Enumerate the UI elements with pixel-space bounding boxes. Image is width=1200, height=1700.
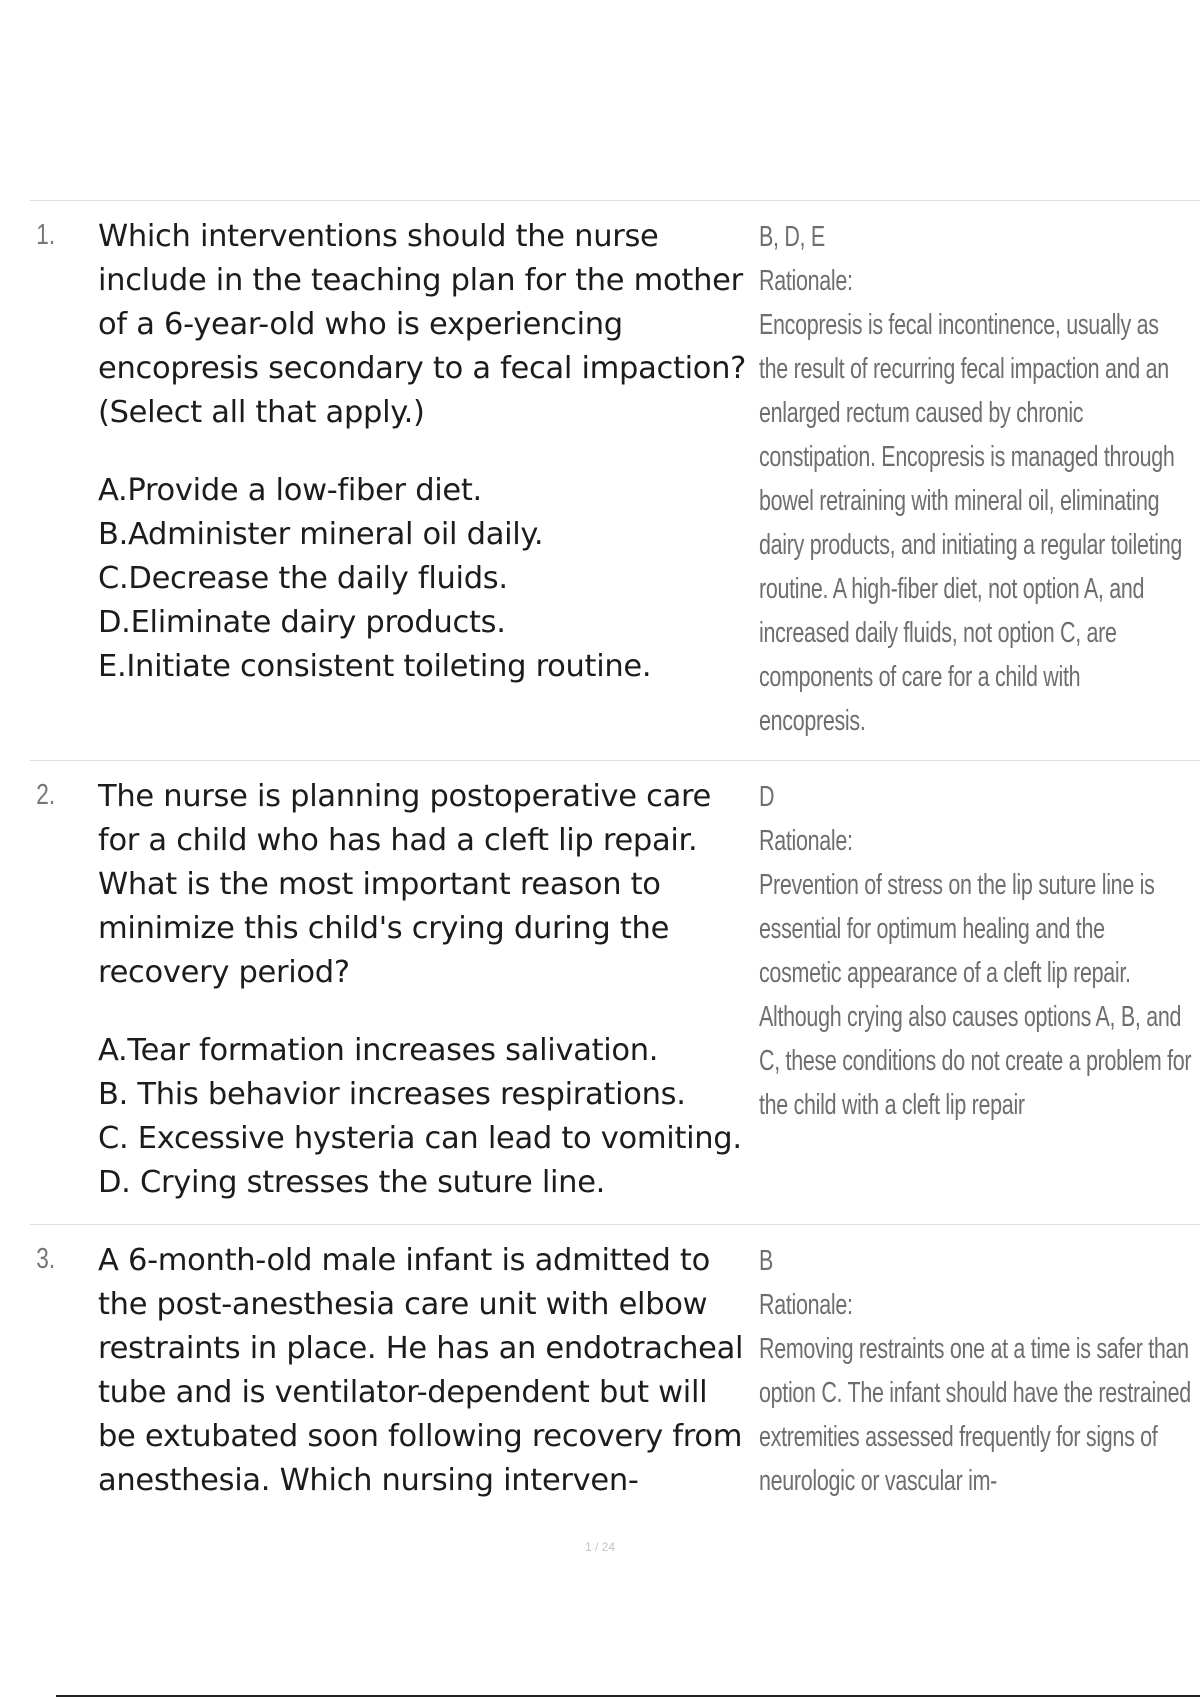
rationale-label: Rationale: xyxy=(759,1289,853,1321)
answer-panel xyxy=(752,201,1200,760)
option-d: D.Eliminate dairy products. xyxy=(98,605,506,640)
rationale-label: Rationale: xyxy=(759,825,853,857)
question-number: 1. xyxy=(36,219,56,251)
option-c: C. Excessive hysteria can lead to vomiting. xyxy=(98,1121,742,1156)
option-e: E.Initiate consistent toileting routine. xyxy=(98,649,652,684)
question-body xyxy=(98,761,752,1224)
question-number: 3. xyxy=(36,1243,56,1275)
answer-options xyxy=(98,469,752,689)
option-a: A.Tear formation increases salivation. xyxy=(98,1033,659,1068)
rationale-text: Prevention of stress on the lip suture line is essential for optimum healing and the cosmetic appearance of a cleft lip repair. Although crying also causes options A, B, and C, these conditions do not create a problem for the child with a cleft lip repair xyxy=(759,869,1192,1121)
question-list xyxy=(30,200,1200,1524)
answer-options xyxy=(98,1029,752,1205)
correct-answer: B, D, E xyxy=(759,221,825,253)
question-body xyxy=(98,201,752,760)
correct-answer: D xyxy=(759,781,775,813)
page-divider xyxy=(56,1695,1200,1697)
question-stem: A 6-month-old male infant is admitted to the post-anesthesia care unit with elbow restraints in place. He has an endotracheal tube and is ventilator-dependent but will be extubated soon following recovery from anesthesia. Which nursing interven- xyxy=(98,1243,744,1498)
option-c: C.Decrease the daily fluids. xyxy=(98,561,508,596)
correct-answer: B xyxy=(759,1245,774,1277)
answer-panel xyxy=(752,761,1200,1224)
option-a: A.Provide a low-fiber diet. xyxy=(98,473,482,508)
rationale-label: Rationale: xyxy=(759,265,853,297)
rationale-text: Removing restraints one at a time is safer than option C. The infant should have the restrained extremities assessed frequently for signs of neurologic or vascular im- xyxy=(759,1333,1191,1497)
question-card-1 xyxy=(30,200,1200,760)
option-d: D. Crying stresses the suture line. xyxy=(98,1165,606,1200)
option-b: B.Administer mineral oil daily. xyxy=(98,517,544,552)
question-stem: Which interventions should the nurse include in the teaching plan for the mother of a 6-year-old who is experiencing encopresis secondary to a fecal impaction? (Select all that apply.) xyxy=(98,219,747,430)
option-b: B. This behavior increases respirations. xyxy=(98,1077,686,1112)
rationale-text: Encopresis is fecal incontinence, usually as the result of recurring fecal impaction and an enlarged rectum caused by chronic constipation. Encopresis is managed through bowel retraining with mineral oil, eliminating dairy products, and initiating a regular toileting routine. A high-fiber diet, not option A, and increased daily fluids, not option C, are components of care for a child with encopresis. xyxy=(759,309,1183,737)
question-stem: The nurse is planning postoperative care for a child who has had a cleft lip repair. What is the most important reason to minimize this child's crying during the recovery period? xyxy=(98,779,711,990)
question-card-3 xyxy=(30,1224,1200,1524)
answer-panel xyxy=(752,1225,1200,1524)
page-number: 1 / 24 xyxy=(584,1540,616,1554)
question-body xyxy=(98,1225,752,1524)
question-number: 2. xyxy=(36,779,56,811)
question-card-2 xyxy=(30,760,1200,1224)
